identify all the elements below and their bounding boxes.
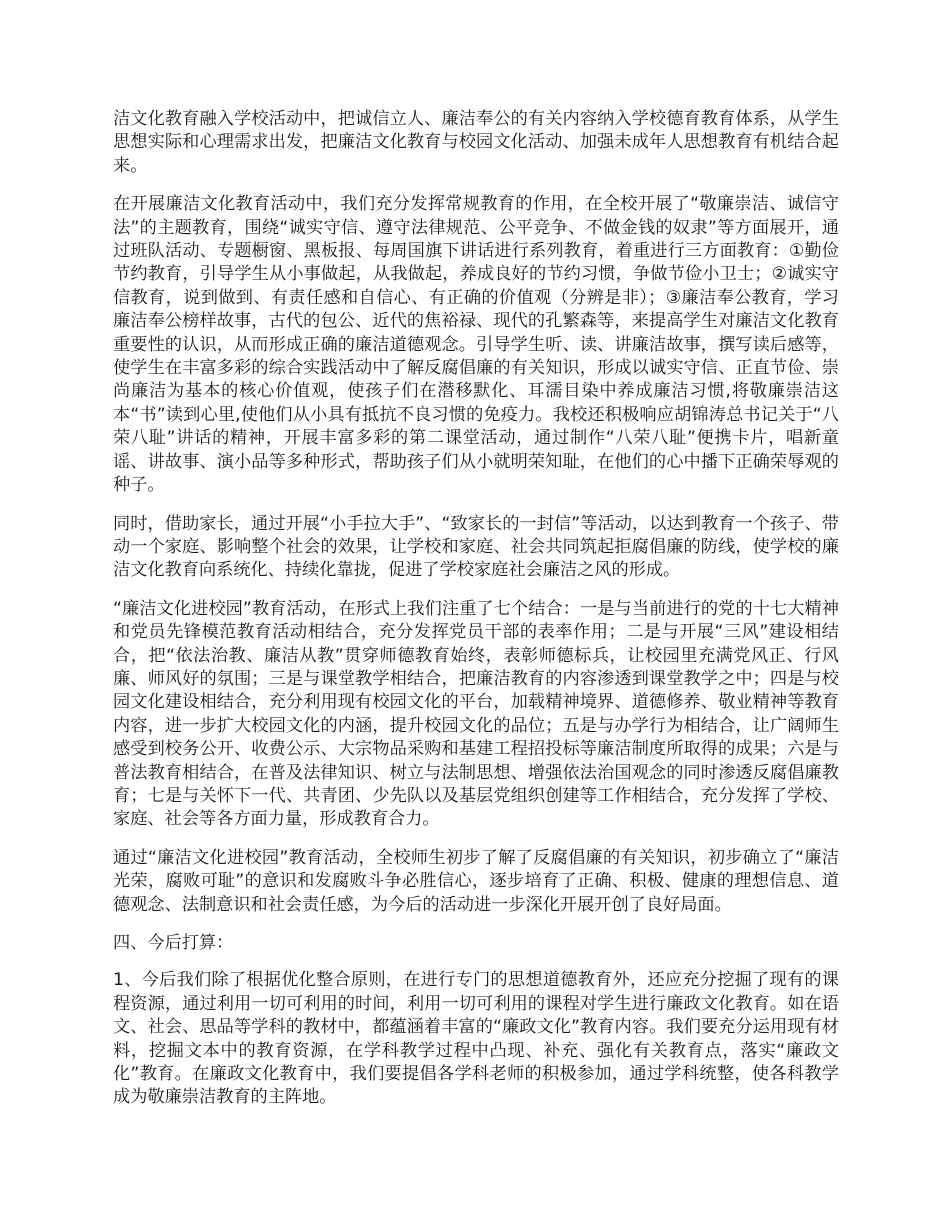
paragraph-seven-combinations: “廉洁文化进校园”教育活动，在形式上我们注重了七个结合：一是与当前进行的党的十七大精神和党员先锋模范教育活动相结合，充分发挥党员干部的表率作用；二是与开展“三风”建设相结合，把“依法治教、廉洁从教”贯穿师德教育始终，表彰师德标兵，让校园里充满党风正、行风廉、师风好的氛围；三是与课堂教学相结合，把廉洁教育的内容渗透到课堂教学之中；四是与校园文化建设相结合，充分利用现有校园文化的平台，加载精神境界、道德修养、敬业精神等教育内容，进一步扩大校园文化的内涵，提升校园文化的品位；五是与办学行为相结合，让广阔师生感受到校务公开、收费公示、大宗物品采购和基建工程招投标等廉洁制度所取得的成果；六是与普法教育相结合，在普及法律知识、树立与法制思想、增强依法治国观念的同时渗透反腐倡廉教育；七是与关怀下一代、共青团、少先队以及基层党组织创建等工作相结合，充分发挥了学校、家庭、社会等各方面力量，形成教育合力。 <box>113 598 839 830</box>
paragraph-routine-education: 在开展廉洁文化教育活动中，我们充分发挥常规教育的作用，在全校开展了“敬廉崇洁、诚信守法”的主题教育，围绕“诚实守信、遵守法律规范、公平竞争、不做金钱的奴隶”等方面展开，通过班队活动、专题橱窗、黑板报、每周国旗下讲话进行系列教育，着重进行三方面教育：①勤俭节约教育，引导学生从小事做起，从我做起，养成良好的节约习惯，争做节俭小卫士；②诚实守信教育，说到做到、有责任感和自信心、有正确的价值观（分辨是非）；③廉洁奉公教育，学习廉洁奉公榜样故事，古代的包公、近代的焦裕禄、现代的孔繁森等，来提高学生对廉洁文化教育重要性的认识，从而形成正确的廉洁道德观念。引导学生听、读、讲廉洁故事，撰写读后感等，使学生在丰富多彩的综合实践活动中了解反腐倡廉的有关知识，形成以诚实守信、正直节俭、崇尚廉洁为基本的核心价值观，使孩子们在潜移默化、耳濡目染中养成廉洁习惯,将敬廉崇洁这本“书”读到心里,使他们从小具有抵抗不良习惯的免疫力。我校还积极响应胡锦涛总书记关于“八荣八耻”讲话的精神，开展丰富多彩的第二课堂活动，通过制作“八荣八耻”便携卡片，唱新童谣、讲故事、演小品等多种形式，帮助孩子们从小就明荣知耻，在他们的心中播下正确荣辱观的种子。 <box>113 194 839 496</box>
paragraph-results: 通过“廉洁文化进校园”教育活动，全校师生初步了解了反腐倡廉的有关知识，初步确立了“廉洁光荣，腐败可耻”的意识和发腐败斗争必胜信心，逐步培育了正确、积极、健康的理想信息、道德观念、法制意识和社会责任感，为今后的活动进一步深化开展开创了良好局面。 <box>113 847 839 915</box>
paragraph-parents: 同时，借助家长，通过开展“小手拉大手”、“致家长的一封信”等活动，以达到教育一个孩子、带动一个家庭、影响整个社会的效果，让学校和家庭、社会共同筑起拒腐倡廉的防线，使学校的廉洁文化教育向系统化、持续化靠拢，促进了学校家庭社会廉洁之风的形成。 <box>113 513 839 581</box>
paragraph-plan-1: 1、今后我们除了根据优化整合原则，在进行专门的思想道德教育外，还应充分挖掘了现有的课程资源，通过利用一切可利用的时间，利用一切可利用的课程对学生进行廉政文化教育。如在语文、社会、思品等学科的教材中，都蕴涵着丰富的“廉政文化”教育内容。我们要充分运用现有材料，挖掘文本中的教育资源，在学科教学过程中凸现、补充、强化有关教育点，落实“廉政文化”教育。在廉政文化教育中，我们要提倡各学科老师的积极参加，通过学科统整，使各科教学成为敬廉崇洁教育的主阵地。 <box>113 970 839 1108</box>
paragraph-intro-continuation: 洁文化教育融入学校活动中，把诚信立人、廉洁奉公的有关内容纳入学校德育教育体系，从学生思想实际和心理需求出发，把廉洁文化教育与校园文化活动、加强未成年人思想教育有机结合起来。 <box>113 109 839 176</box>
section-heading-future-plans: 四、今后打算： <box>113 933 234 953</box>
document-page <box>113 108 839 1125</box>
